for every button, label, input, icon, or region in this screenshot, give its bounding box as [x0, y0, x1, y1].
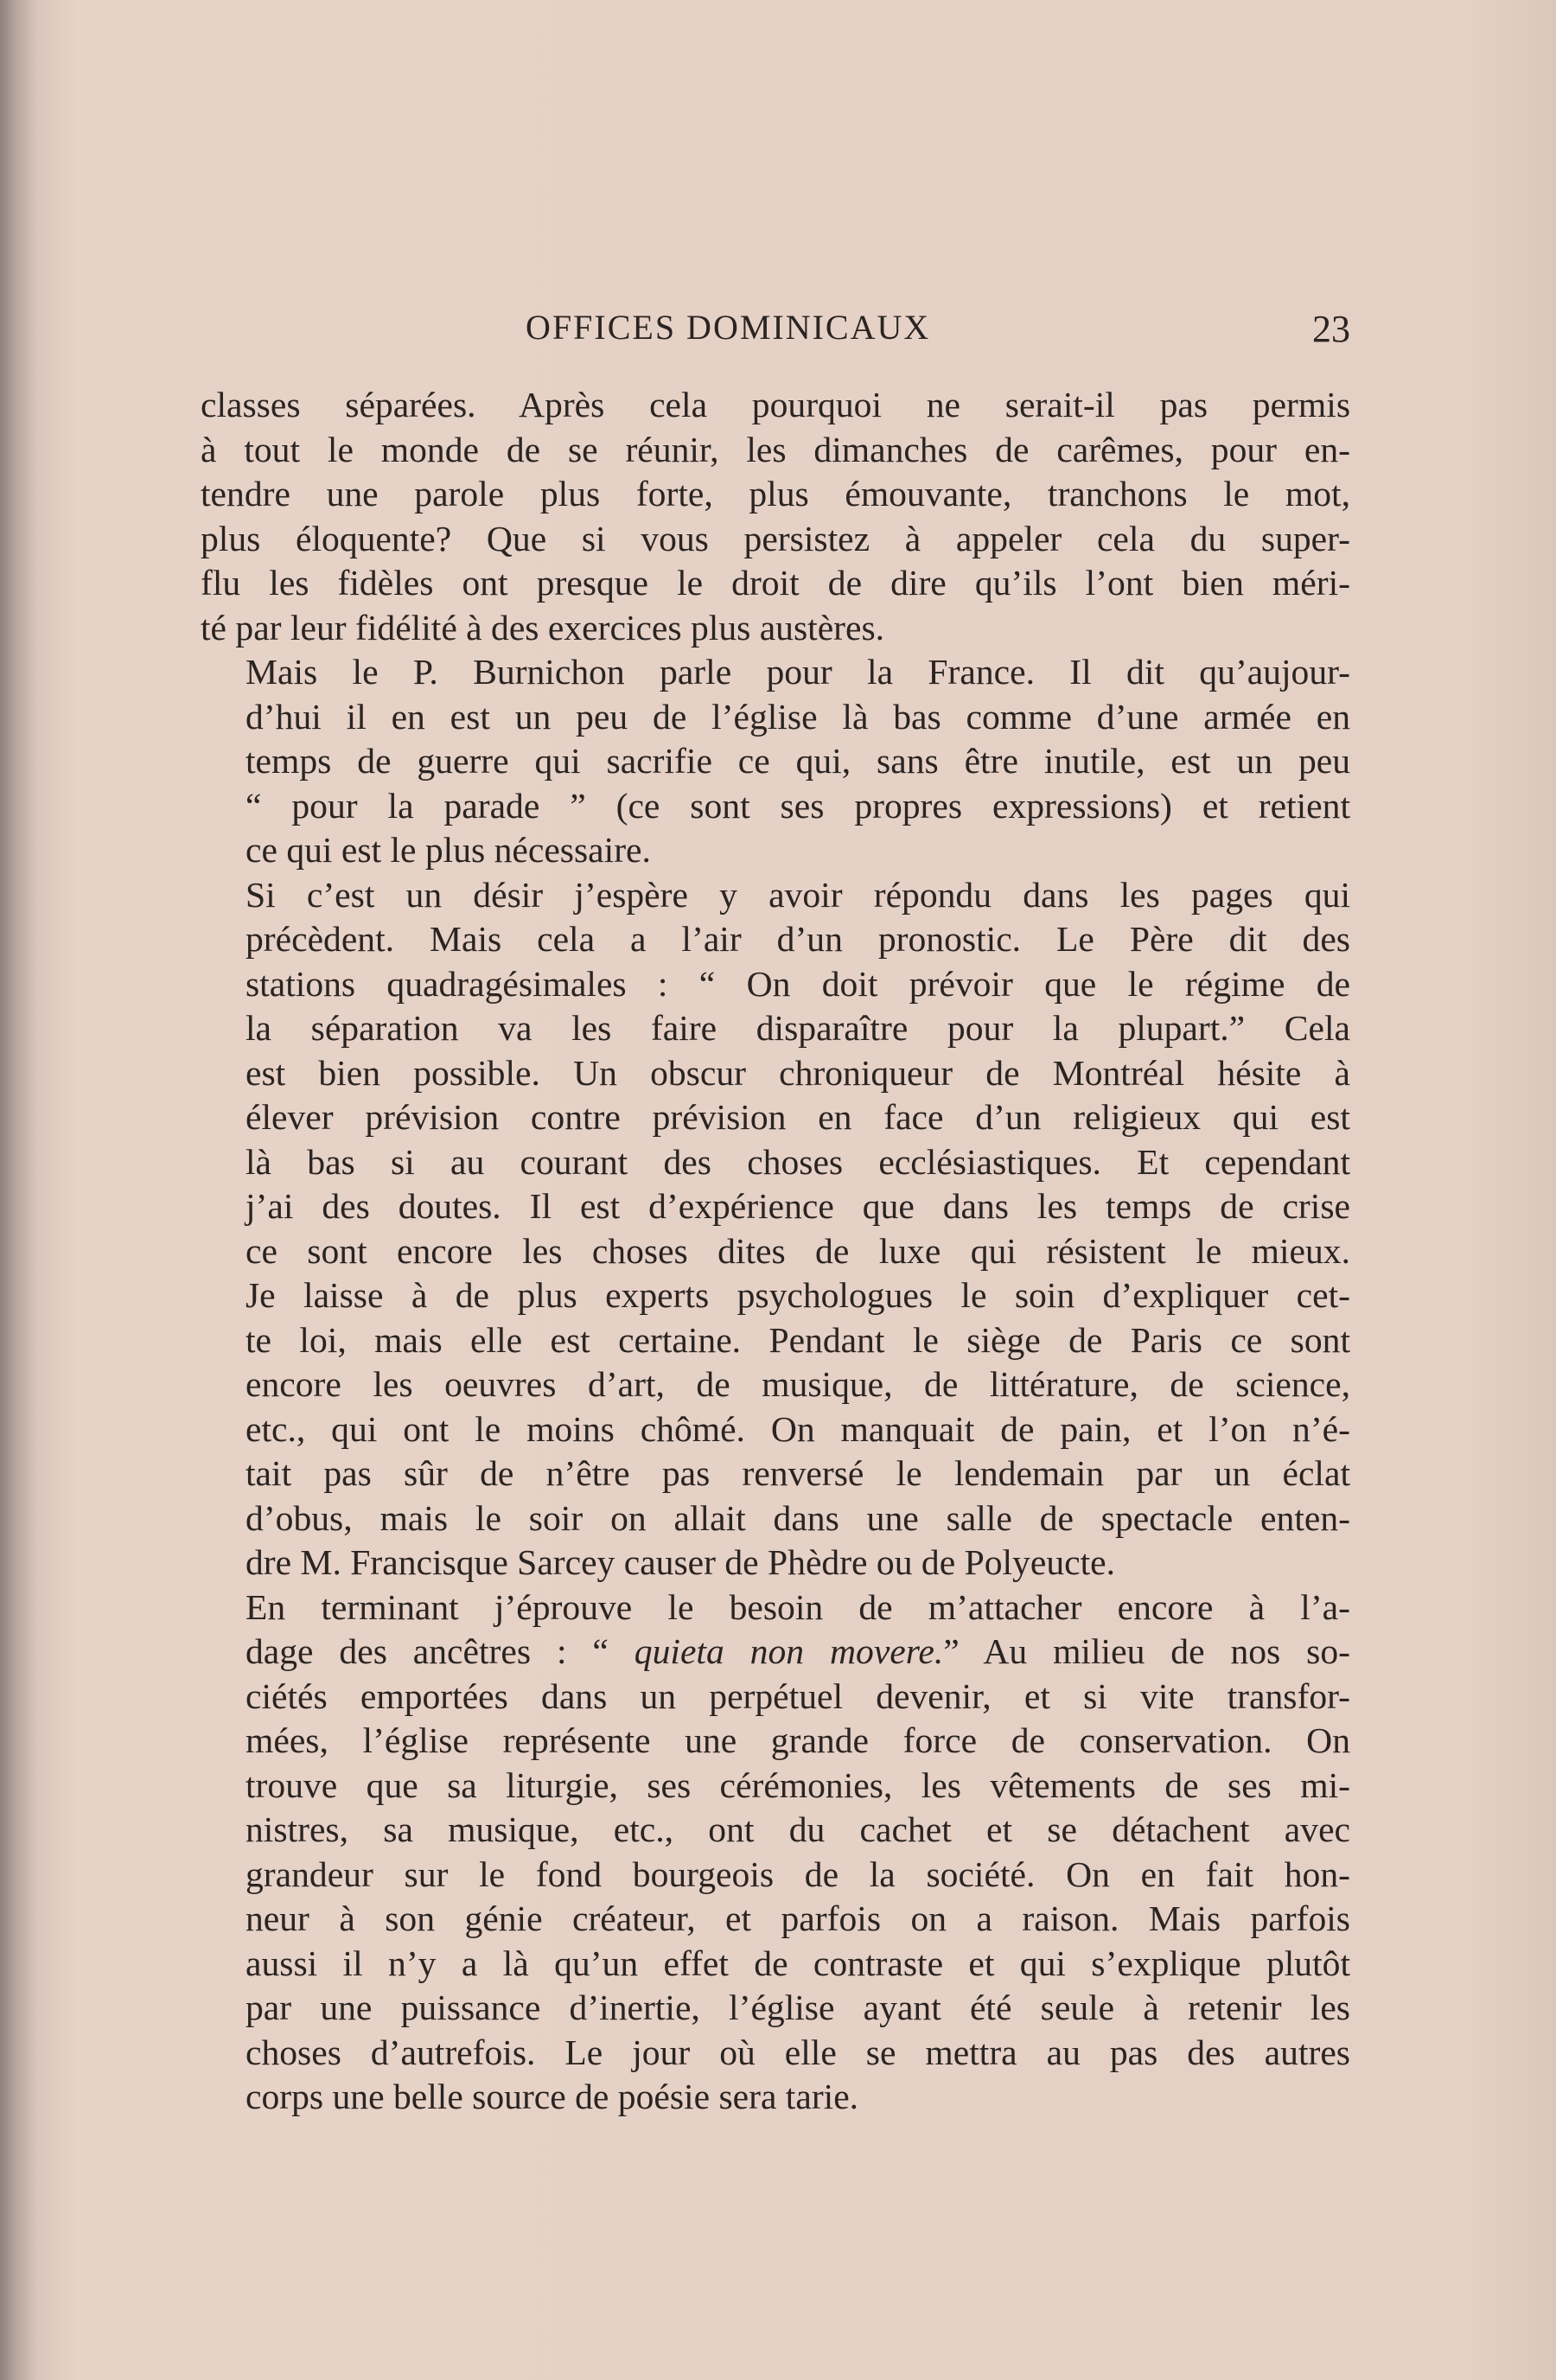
text-line: encore les oeuvres d’art, de musique, de littérature, de science,	[246, 1364, 1350, 1404]
text-line: En terminant j’éprouve le besoin de m’attacher encore à l’a-	[246, 1586, 1350, 1627]
text-line: là bas si au courant des choses ecclésiastiques. Et cependant	[246, 1141, 1350, 1182]
paragraph	[201, 383, 1350, 650]
text-line: trouve que sa liturgie, ses cérémonies, les vêtements de ses mi-	[246, 1764, 1350, 1805]
text-line: neur à son génie créateur, et parfois on a raison. Mais parfois	[246, 1898, 1350, 1938]
text-line: j’ai des doutes. Il est d’expérience que dans les temps de crise	[246, 1186, 1350, 1226]
text-line: d’obus, mais le soir on allait dans une salle de spectacle enten-	[246, 1497, 1350, 1538]
text-line: stations quadragésimales : “ On doit prévoir que le régime de	[246, 963, 1350, 1004]
text-line: grandeur sur le fond bourgeois de la société. On en fait hon-	[246, 1854, 1350, 1894]
text-line: Si c’est un désir j’espère y avoir répondu dans les pages qui	[246, 874, 1350, 915]
text-line: par une puissance d’inertie, l’église ayant été seule à retenir les	[246, 1988, 1350, 2027]
text-line: plus éloquente? Que si vous persistez à appeler cela du super-	[201, 518, 1350, 558]
text-line: te loi, mais elle est certaine. Pendant le siège de Paris ce sont	[246, 1319, 1350, 1360]
text-line: d’hui il en est un peu de l’église là bas comme d’une armée en	[246, 696, 1350, 737]
text-line: ce qui est le plus nécessaire.	[246, 830, 651, 870]
text-line: dre M. Francisque Sarcey causer de Phèdre ou de Polyeucte.	[246, 1542, 1115, 1582]
text-line: dage des ancêtres : “ quieta non movere.” Au milieu de nos so-	[246, 1631, 1350, 1671]
running-title: OFFICES DOMINICAUX	[526, 308, 931, 347]
paragraph	[201, 1586, 1350, 2120]
text-line: tait pas sûr de n’être pas renversé le lendemain par un éclat	[246, 1453, 1350, 1493]
text-line: mées, l’église représente une grande force de conservation. On	[246, 1720, 1350, 1760]
text-line: flu les fidèles ont presque le droit de dire qu’ils l’ont bien méri-	[201, 563, 1350, 603]
text-line: Mais le P. Burnichon parle pour la France. Il dit qu’aujour-	[246, 652, 1350, 692]
text-line: nistres, sa musique, etc., ont du cachet et se détachent avec	[246, 1809, 1350, 1849]
page-number: 23	[1312, 308, 1350, 350]
page-header	[201, 307, 1350, 359]
paragraph	[201, 873, 1350, 1586]
text-line: “ pour la parade ” (ce sont ses propres expressions) et retient	[246, 785, 1350, 826]
text-line: aussi il n’y a là qu’un effet de contraste et qui s’explique plutôt	[246, 1943, 1350, 1983]
text-line: est bien possible. Un obscur chroniqueur de Montréal hésite à	[246, 1052, 1350, 1093]
text-line: temps de guerre qui sacrifie ce qui, sans être inutile, est un peu	[246, 741, 1350, 781]
text-line: ce sont encore les choses dites de luxe qui résistent le mieux.	[246, 1230, 1350, 1271]
text-line: élever prévision contre prévision en face d’un religieux qui est	[246, 1097, 1350, 1137]
text-line: Je laisse à de plus experts psychologues le soin d’expliquer cet-	[246, 1275, 1350, 1315]
text-line: précèdent. Mais cela a l’air d’un pronostic. Le Père dit des	[246, 919, 1350, 959]
text-line: classes séparées. Après cela pourquoi ne serait-il pas permis	[201, 385, 1350, 424]
text-line: ciétés emportées dans un perpétuel devenir, et si vite transfor-	[246, 1675, 1350, 1716]
text-line: corps une belle source de poésie sera tarie.	[246, 2077, 859, 2116]
text-line: tendre une parole plus forte, plus émouvante, tranchons le mot,	[201, 474, 1350, 514]
text-line: la séparation va les faire disparaître pour la plupart.” Cela	[246, 1008, 1350, 1048]
page-gutter-shadow	[0, 0, 38, 2380]
paragraph	[201, 650, 1350, 873]
text-line: té par leur fidélité à des exercices plus austères.	[201, 607, 885, 648]
text-line: choses d’autrefois. Le jour où elle se mettra au pas des autres	[246, 2032, 1350, 2072]
text-line: à tout le monde de se réunir, les dimanches de carêmes, pour en-	[201, 429, 1350, 469]
text-line: etc., qui ont le moins chômé. On manquait de pain, et l’on n’é-	[246, 1408, 1350, 1449]
body-text	[201, 383, 1350, 2120]
